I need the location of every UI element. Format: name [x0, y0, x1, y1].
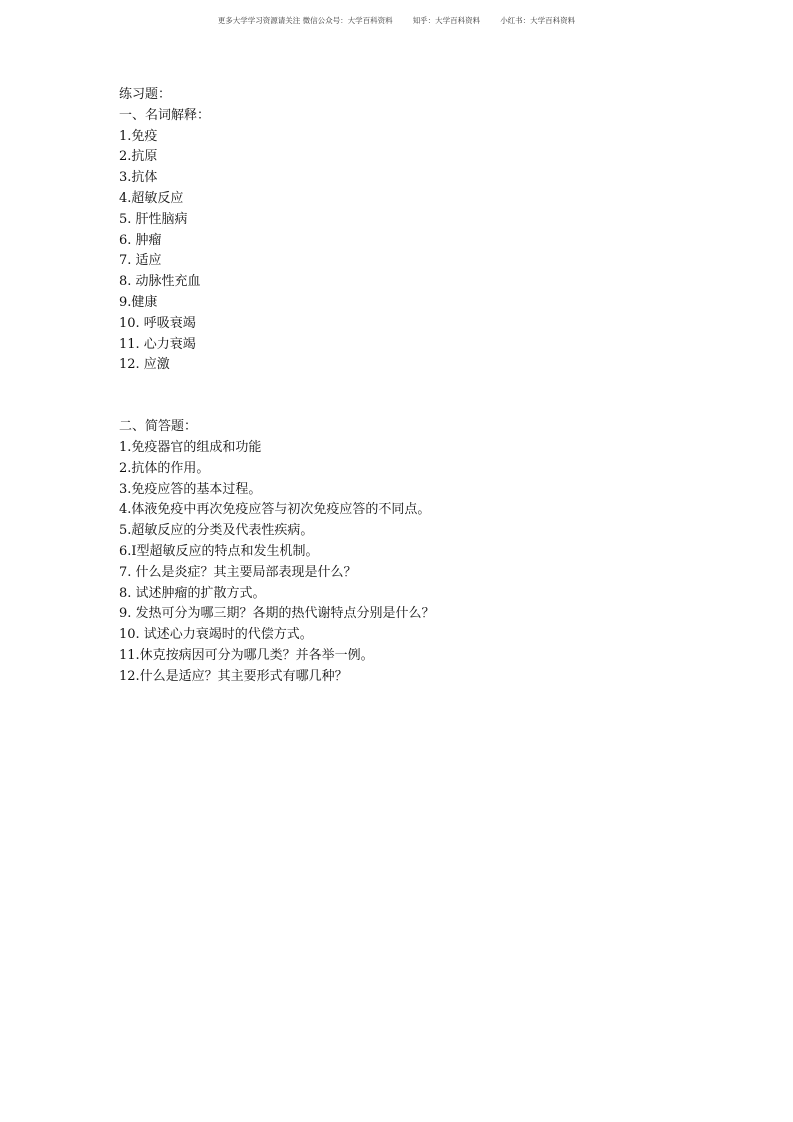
list-item: 8. 试述肿瘤的扩散方式。: [119, 585, 266, 601]
terms-list: [119, 127, 699, 377]
header-zhihu-note: 知乎：大学百科资料: [412, 16, 481, 25]
section-heading-terms: 一、名词解释：: [119, 107, 211, 123]
section-spacer: [119, 376, 699, 417]
list-item: 10. 呼吸衰竭: [119, 315, 196, 331]
page-header: [0, 15, 793, 26]
list-item: 4.超敏反应: [119, 190, 184, 206]
list-item: 11.休克按病因可分为哪几类？并各举一例。: [119, 647, 374, 663]
list-item: 11. 心力衰竭: [119, 336, 196, 352]
list-item: 12. 应激: [119, 357, 170, 373]
list-item: 9. 发热可分为哪三期？各期的热代谢特点分别是什么？: [119, 606, 435, 622]
list-item: 6.Ⅰ型超敏反应的特点和发生机制。: [119, 543, 319, 559]
list-item: 10. 试述心力衰竭时的代偿方式。: [119, 627, 313, 643]
exercise-document: [119, 85, 699, 688]
list-item: 7. 什么是炎症？其主要局部表现是什么？: [119, 564, 357, 580]
section-heading-short-answer: 二、简答题：: [119, 419, 198, 435]
list-item: 6. 肿瘤: [119, 232, 162, 248]
list-item: 5.超敏反应的分类及代表性疾病。: [119, 523, 314, 539]
short-answer-list: [119, 438, 699, 688]
list-item: 2.抗体的作用。: [119, 460, 210, 476]
header-xiaohongshu-note: 小红书：大学百科资料: [500, 16, 576, 25]
list-item: 3.抗体: [119, 170, 158, 186]
list-item: 1.免疫: [119, 128, 158, 144]
list-item: 2.抗原: [119, 149, 158, 165]
list-item: 5. 肝性脑病: [119, 211, 188, 227]
list-item: 1.免疫器官的组成和功能: [119, 439, 262, 455]
document-title: 练习题：: [119, 87, 172, 102]
list-item: 7. 适应: [119, 253, 162, 269]
list-item: 4.体液免疫中再次免疫应答与初次免疫应答的不同点。: [119, 502, 431, 518]
list-item: 12.什么是适应？其主要形式有哪几种？: [119, 668, 348, 684]
header-wechat-note: 更多大学学习资源请关注 微信公众号：大学百科资料: [217, 16, 393, 25]
list-item: 3.免疫应答的基本过程。: [119, 481, 262, 497]
list-item: 9.健康: [119, 294, 158, 310]
list-item: 8. 动脉性充血: [119, 274, 201, 290]
